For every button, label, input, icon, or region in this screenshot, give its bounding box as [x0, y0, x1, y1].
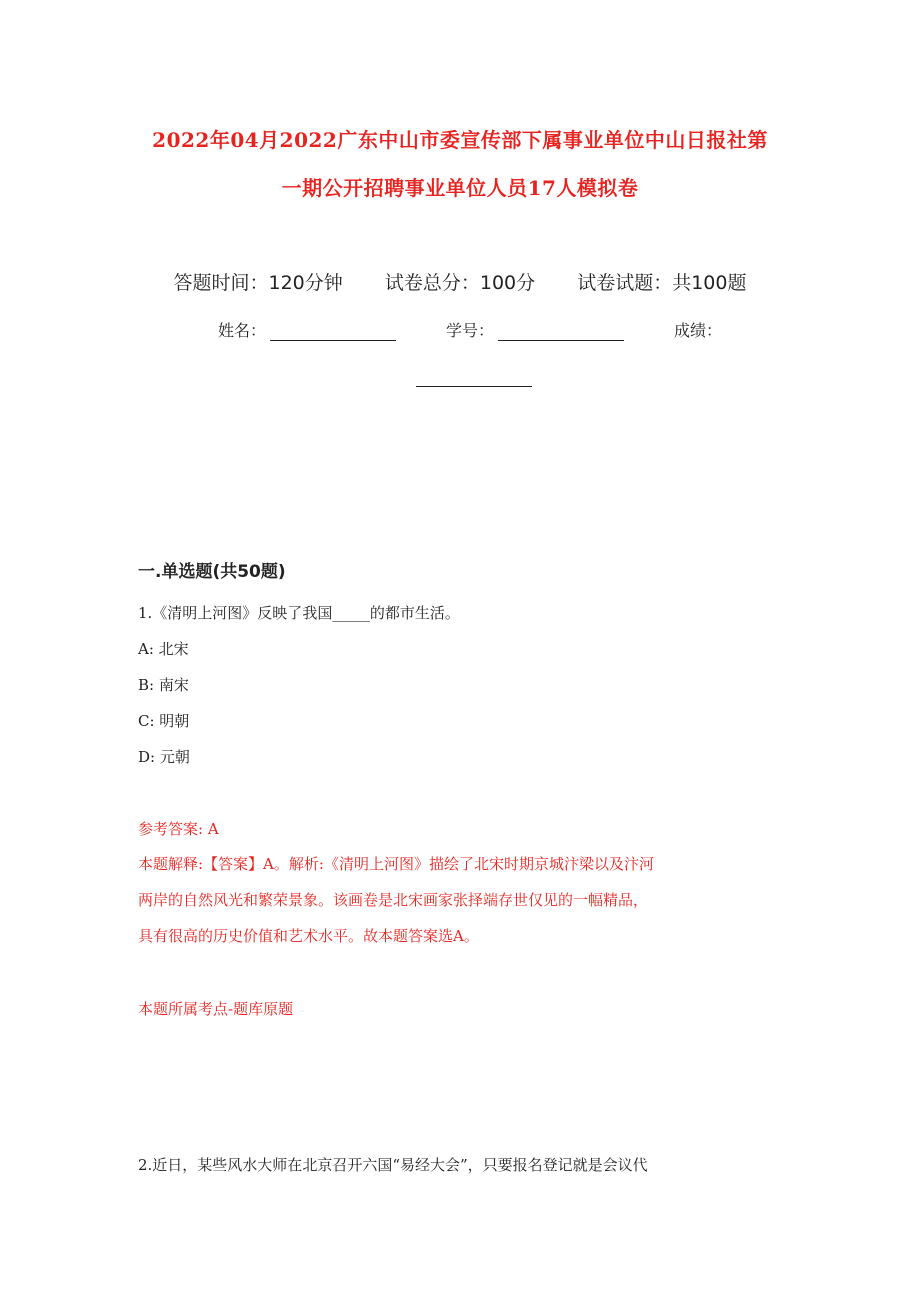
explanation-line: 具有很高的历史价值和艺术水平。故本题答案选A。	[138, 927, 479, 945]
exam-meta-row	[0, 268, 920, 295]
student-id-blank[interactable]	[498, 320, 624, 341]
exam-title-line2: 一期公开招聘事业单位人员17人模拟卷	[281, 176, 639, 200]
option-b: B: 南宋	[138, 676, 189, 694]
explanation-line: 本题解释:【答案】A。解析:《清明上河图》描绘了北宋时期京城汴梁以及汴河	[138, 855, 654, 873]
answer-explanation	[138, 846, 788, 954]
topic-label: 本题所属考点-题库原题	[138, 1000, 294, 1018]
section-title: 一.单选题(共50题)	[138, 562, 286, 582]
reference-answer: 参考答案: A	[138, 820, 219, 838]
question-1-text: 1.《清明上河图》反映了我国_____的都市生活。	[138, 604, 460, 622]
exam-title-line1: 2022年04月2022广东中山市委宣传部下属事业单位中山日报社第	[152, 128, 768, 152]
name-blank[interactable]	[270, 320, 396, 341]
student-id-label: 学号：	[446, 321, 495, 340]
explanation-line: 两岸的自然风光和繁荣景象。该画卷是北宋画家张择端存世仅见的一幅精品，	[138, 891, 649, 909]
score-label: 成绩：	[674, 321, 723, 340]
student-id-field	[446, 318, 624, 341]
question-2-text: 2.近日，某些风水大师在北京召开六国“易经大会”，只要报名登记就是会议代	[138, 1156, 648, 1174]
time-label: 答题时间：120分钟	[173, 272, 343, 294]
option-a: A: 北宋	[138, 640, 189, 658]
option-d: D: 元朝	[138, 748, 190, 766]
name-label: 姓名：	[218, 321, 267, 340]
total-score-label: 试卷总分：100分	[384, 272, 536, 294]
option-c: C: 明朝	[138, 712, 190, 730]
score-field	[674, 318, 722, 341]
score-blank[interactable]	[416, 386, 532, 387]
question-count-label: 试卷试题：共100题	[577, 272, 747, 294]
name-field	[218, 318, 396, 341]
